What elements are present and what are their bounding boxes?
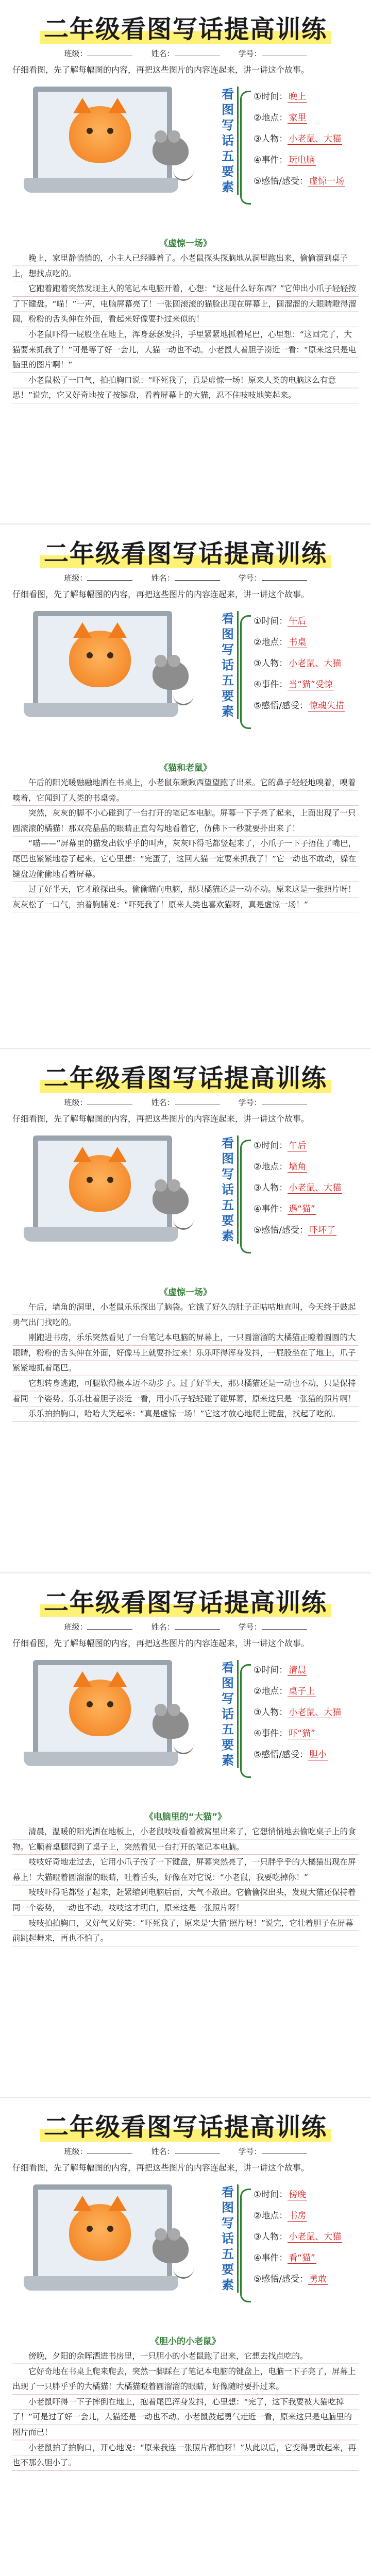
story-paragraph: 午后的阳光暖融融地洒在书桌上，小老鼠东瞅瞅西望望跑了出来。它的鼻子轻轻地嗅着，嗅着嗅着，它闻到了人类的书桌旁。	[12, 778, 356, 803]
info-label: 班级：	[64, 1098, 88, 1107]
brace-connector	[240, 615, 251, 729]
element-key: ①时间：	[254, 1665, 288, 1675]
worksheet	[0, 1049, 371, 1573]
cat-face-icon	[69, 1155, 131, 1212]
element-answer: 吓“猫”	[289, 1728, 315, 1739]
element-row	[254, 1660, 371, 1681]
worksheet-title	[12, 534, 359, 569]
story-paragraph: 它好奇地在书桌上爬来爬去，突然一脚踩在了笔记本电脑的键盘上，电脑一下子亮了，屏幕上出现了一只胖乎乎的大橘猫！大橘猫瞪着圆溜溜的眼睛，好像随时要扑过来。	[12, 2366, 356, 2392]
instruction-text: 仔细看图，先了解每幅图的内容，再把这些图片的内容连起来，讲一讲这个故事。	[12, 589, 310, 599]
info-field-class	[64, 572, 132, 583]
laptop-screen	[33, 1136, 172, 1233]
element-key: ④事件：	[254, 1204, 288, 1214]
laptop-keyboard	[24, 178, 178, 193]
scene-area	[12, 1654, 359, 1808]
mouse-ear	[155, 1704, 167, 1716]
mouse-ear	[168, 655, 180, 667]
story-body	[12, 2349, 359, 2471]
five-elements-list	[254, 611, 371, 717]
element-key: ③人物：	[254, 1183, 288, 1193]
cat-laptop-mouse-illustration	[24, 2184, 194, 2316]
mouse-icon	[153, 2233, 189, 2263]
info-blank-line	[262, 580, 307, 581]
worksheet-title	[12, 1583, 359, 1618]
worksheet-title-text: 二年级看图写话提高训练	[40, 2113, 331, 2142]
info-field-name	[151, 1097, 220, 1108]
info-field-name	[151, 572, 220, 583]
cat-ear	[73, 622, 92, 638]
element-answer: 勇敢	[309, 2274, 327, 2284]
element-key: ①时间：	[254, 2190, 288, 2200]
element-key: ②地点：	[254, 2211, 288, 2221]
element-answer: 清晨	[289, 1665, 307, 1675]
element-answer: 看“猫”	[289, 2253, 315, 2263]
story-paragraph: 小老鼠吓得一下子摔倒在地上，抱着尾巴浑身发抖，心里想：“完了，这下我要被大猫吃掉了！”可是过了好一会儿，大猫还是一动也不动。小老鼠鼓起勇气走近一看，原来这只是电脑里的图片而已！	[12, 2397, 352, 2437]
story-paragraph: 它跑着跑着突然发现主人的笔记本电脑开着，心想：“这是什么好东西？”它伸出小爪子轻轻按了下键盘。“喵！”一声，电脑屏幕亮了！一张圆滚滚的猫脸出现在屏幕上，圆溜溜的大眼睛瞪得溜圆，粉粉的舌头伸在外面，看起来好像要扑过来似的！	[12, 284, 357, 324]
worksheet-title	[12, 9, 359, 45]
cat-ear	[108, 622, 127, 638]
mouse-ear	[155, 1179, 167, 1192]
info-field-id	[239, 1621, 307, 1632]
mouse-tail	[173, 2262, 194, 2279]
story-paragraph: 午后，墙角的洞里，小老鼠乐乐探出了脑袋。它饿了好久的肚子正咕咕地直叫，今天终于鼓起勇气出门找吃的。	[12, 1302, 356, 1327]
story-title: 《电脑里的“大猫”》	[144, 1812, 227, 1822]
element-answer: 小老鼠、大猫	[289, 2232, 342, 2242]
info-blank-line	[87, 580, 132, 581]
cat-eye	[87, 2226, 93, 2232]
element-key: ③人物：	[254, 2232, 288, 2242]
worksheet-title-text: 二年级看图写话提高训练	[40, 1064, 331, 1093]
five-elements-label: 看图写话五要素	[218, 2184, 239, 2293]
element-row	[254, 1723, 371, 1744]
cat-laptop-mouse-illustration	[24, 1660, 194, 1791]
worksheet	[0, 0, 371, 524]
story-paragraph: 傍晚，夕阳的余晖洒进书房里，一只胆小的小老鼠跑了出来，它想去找点吃的。	[28, 2351, 308, 2361]
element-key: ⑤感悟/感受：	[254, 701, 308, 711]
mouse-icon	[153, 1184, 189, 1214]
element-row	[254, 2248, 371, 2269]
element-answer: 小老鼠、大猫	[289, 658, 342, 669]
cat-ear	[108, 2196, 127, 2211]
laptop-keyboard	[24, 2276, 178, 2291]
element-row	[254, 2269, 371, 2290]
element-answer: 家里	[289, 113, 307, 123]
five-elements-label: 看图写话五要素	[218, 611, 239, 719]
info-field-name	[151, 48, 220, 59]
element-row	[254, 674, 371, 696]
cat-face-icon	[69, 1680, 131, 1736]
mouse-tail	[173, 1737, 194, 1754]
cat-eye	[87, 128, 93, 134]
element-answer: 午后	[289, 1141, 307, 1151]
element-key: ②地点：	[254, 1162, 288, 1172]
story-paragraph: 晚上，家里静悄悄的，小主人已经睡着了。小老鼠探头探脑地从洞里跑出来，偷偷溜到桌子上，想找点吃的。	[12, 253, 348, 278]
info-label: 学号：	[238, 49, 262, 58]
info-label: 姓名：	[151, 1622, 175, 1632]
mouse-ear	[155, 2228, 167, 2241]
cat-eye	[107, 128, 113, 134]
element-key: ②地点：	[254, 637, 288, 648]
element-row	[254, 611, 371, 632]
story-title: 《虚惊一场》	[159, 239, 212, 249]
story-paragraph: 刚跑进书房，乐乐突然看见了一台笔记本电脑的屏幕上，一只圆溜溜的大橘猫正瞪着圆圆的大眼睛，粉粉的舌头伸在外面，好像马上就要扑过来！乐乐吓得浑身发抖，一屁股坐在了地上，爪子紧紧地抓着尾巴。	[12, 1333, 356, 1373]
mouse-tail	[173, 688, 194, 705]
element-row	[254, 1136, 371, 1157]
info-label: 姓名：	[151, 1098, 175, 1107]
cat-ear	[73, 2196, 92, 2211]
info-field-id	[239, 1097, 307, 1108]
story-body	[12, 775, 359, 912]
mouse-tail	[173, 164, 194, 181]
five-elements-label: 看图写话五要素	[218, 1660, 239, 1768]
element-answer: 虚惊一场	[309, 176, 344, 187]
element-answer: 午后	[289, 616, 307, 626]
element-answer: 遇“猫”	[289, 1204, 315, 1214]
element-row	[254, 2227, 371, 2248]
scene-area	[12, 1129, 359, 1284]
info-label: 班级：	[64, 1622, 88, 1632]
student-info-row	[12, 1097, 359, 1108]
mouse-icon	[153, 135, 189, 165]
student-info-row	[12, 572, 359, 583]
info-field-id	[239, 572, 307, 583]
element-key: ④事件：	[254, 1728, 288, 1739]
cat-eye	[107, 652, 113, 658]
scene-area	[12, 2178, 359, 2333]
scene-area	[12, 80, 359, 235]
cat-ear	[108, 1671, 127, 1687]
worksheet	[0, 524, 371, 1049]
worksheet-title-text: 二年级看图写话提高训练	[40, 1588, 331, 1617]
info-field-name	[151, 2146, 220, 2157]
story-title: 《胆小的小老鼠》	[150, 2336, 221, 2347]
story-paragraph: 小老鼠拍了拍胸口，开心地说：“原来我连一张照片都怕呀！”从此以后，它变得勇敢起来，再也不那么胆小了。	[12, 2443, 357, 2468]
story-paragraph: “喵——”屏幕里的猫发出软乎乎的叫声，灰灰吓得毛都竖起来了，小爪子一下子捂住了嘴巴，尾巴也紧紧地卷了起来。它心里想：“完蛋了，这回大猫一定要来抓我了！”它一动也不敢动，躲在键盘边偷偷地看着屏幕。	[12, 839, 357, 879]
element-row	[254, 1744, 371, 1766]
element-answer: 小老鼠、大猫	[289, 1707, 342, 1718]
cat-eye	[107, 1701, 113, 1707]
info-field-class	[64, 1097, 132, 1108]
laptop-screen	[33, 2184, 172, 2282]
worksheet-title	[12, 1058, 359, 1094]
info-label: 学号：	[238, 1098, 262, 1107]
info-blank-line	[175, 580, 220, 581]
story-paragraph: 它想转身逃跑，可腿软得根本迈不动步子。过了好半天，那只橘猫还是一动也不动，只是保持着同一个姿势。乐乐壮着胆子凑近一看，用小爪子轻轻碰了碰屏幕，原来这只是一张猫的照片啊！	[12, 1378, 356, 1403]
five-elements-list	[254, 2184, 371, 2290]
brace-connector	[240, 91, 251, 205]
mouse-ear	[155, 655, 167, 667]
element-key: ①时间：	[254, 92, 288, 102]
story-title: 《虚惊一场》	[159, 1287, 212, 1298]
story-paragraph: 吱吱吓得毛都竖了起来，赶紧缩到电脑后面，大气不敢出。它偷偷探出头，发现大猫还保持着同一个姿势，一动也不动。吱吱这才明白，原来这是一张照片呀！	[12, 1888, 356, 1912]
cat-face-icon	[69, 631, 131, 687]
instruction-text: 仔细看图，先了解每幅图的内容，再把这些图片的内容连起来，讲一讲这个故事。	[12, 65, 310, 75]
mouse-tail	[173, 1213, 194, 1230]
element-answer: 小老鼠、大猫	[289, 1183, 342, 1193]
instruction-text: 仔细看图，先了解每幅图的内容，再把这些图片的内容连起来，讲一讲这个故事。	[12, 1114, 310, 1124]
element-row	[254, 1702, 371, 1723]
cat-ear	[108, 98, 127, 113]
laptop-screen	[33, 87, 172, 184]
info-label: 姓名：	[151, 2147, 175, 2156]
element-row	[254, 653, 371, 674]
mouse-ear	[168, 1704, 180, 1716]
story-paragraph: 吱吱拍拍胸口，又好气又好笑：“吓死我了，原来是‘大猫’照片呀！”说完，它壮着胆子在屏幕前跳起舞来，再也不怕了。	[12, 1918, 353, 1943]
mouse-icon	[153, 660, 189, 690]
info-blank-line	[262, 1629, 307, 1630]
element-row	[254, 1178, 371, 1199]
cat-eye	[107, 1177, 113, 1183]
story-paragraph: 突然，灰灰的脚不小心碰到了一台打开的笔记本电脑。屏幕一下子亮了起来，上面出现了一只圆滚滚的橘猫！那双亮晶晶的眼睛正直勾勾地看着它，仿佛下一秒就要扑出来了！	[12, 808, 356, 833]
element-key: ⑤感悟/感受：	[254, 176, 308, 187]
info-label: 班级：	[64, 573, 88, 583]
info-blank-line	[175, 1629, 220, 1630]
element-key: ⑤感悟/感受：	[254, 1750, 308, 1760]
mouse-icon	[153, 1709, 189, 1739]
story-paragraph: 小老鼠吓得一屁股坐在地上，浑身瑟瑟发抖，手里紧紧地抓着尾巴，心里想：“这回完了，大猫要来抓我了！”可是等了好一会儿，大猫一动也不动。小老鼠大着胆子凑近一看：“原来这只是电脑里的图片啊！”	[12, 329, 357, 370]
story-paragraph: 吱吱好奇地走过去，它用小爪子按了一下键盘，屏幕突然亮了，一只胖乎乎的大橘猫出现在屏幕上！大猫瞪着圆溜溜的眼睛，吐着舌头，好像在对它说：“小老鼠，我要吃掉你！”	[12, 1857, 356, 1882]
cat-ear	[73, 98, 92, 113]
cat-eye	[87, 1701, 93, 1707]
cat-eye	[87, 652, 93, 658]
element-answer: 小老鼠、大猫	[289, 134, 342, 144]
element-key: ③人物：	[254, 658, 288, 669]
laptop-keyboard	[24, 1227, 178, 1242]
info-field-class	[64, 48, 132, 59]
cat-ear	[73, 1147, 92, 1162]
cat-laptop-mouse-illustration	[24, 87, 194, 218]
story-paragraph: 过了好半天，它才敢探出头。偷偷瞄向电脑，那只橘猫还是一动不动。原来这是一张照片呀！灰灰松了一口气，拍着胸脯说：“吓死我了！原来人类也喜欢猫呀，真是虚惊一场！”	[12, 885, 356, 909]
student-info-row	[12, 48, 359, 59]
element-row	[254, 129, 371, 150]
element-row	[254, 2184, 371, 2206]
five-elements-label: 看图写话五要素	[218, 1136, 239, 1244]
element-answer: 墙角	[289, 1162, 307, 1172]
laptop-screen	[33, 611, 172, 709]
story-body	[12, 1824, 359, 1946]
mouse-ear	[168, 1179, 180, 1192]
story-body	[12, 1300, 359, 1422]
element-row	[254, 87, 371, 108]
element-answer: 晚上	[289, 92, 307, 102]
student-info-row	[12, 2146, 359, 2157]
element-answer: 惊魂失措	[309, 701, 344, 711]
cat-ear	[108, 1147, 127, 1162]
element-key: ④事件：	[254, 2253, 288, 2263]
element-key: ①时间：	[254, 1141, 288, 1151]
story-paragraph: 小老鼠松了一口气，拍拍胸口说：“吓死我了，真是虚惊一场！原来人类的电脑这么有意思！”说完，它又好奇地按了按键盘，看着屏幕上的大猫，忍不住吱吱地笑起来。	[12, 375, 336, 400]
element-answer: 玩电脑	[289, 155, 315, 165]
laptop-keyboard	[24, 1752, 178, 1766]
worksheet	[0, 1573, 371, 2098]
story-paragraph: 清晨，温暖的阳光洒在地板上，小老鼠吱吱看着被窝里出来了，它想悄悄地去偷吃桌子上的食物。它顺着桌腿爬到了桌子上，突然看见一台打开的笔记本电脑。	[12, 1827, 356, 1852]
element-key: ⑤感悟/感受：	[254, 1225, 308, 1235]
cat-laptop-mouse-illustration	[24, 1136, 194, 1267]
info-label: 姓名：	[151, 573, 175, 583]
five-elements-label: 看图写话五要素	[218, 87, 239, 195]
cat-face-icon	[69, 106, 131, 163]
element-answer: 桌子上	[289, 1686, 315, 1697]
element-key: ④事件：	[254, 680, 288, 690]
info-label: 班级：	[64, 2147, 88, 2156]
info-field-class	[64, 2146, 132, 2157]
info-blank-line	[87, 1629, 132, 1630]
element-row	[254, 108, 371, 129]
brace-connector	[240, 1140, 251, 1253]
cat-eye	[107, 2226, 113, 2232]
element-key: ④事件：	[254, 155, 288, 165]
info-field-class	[64, 1621, 132, 1632]
info-label: 姓名：	[151, 49, 175, 58]
element-row	[254, 1199, 371, 1220]
cat-ear	[73, 1671, 92, 1687]
element-row	[254, 171, 371, 192]
info-label: 班级：	[64, 49, 88, 58]
element-key: ②地点：	[254, 1686, 288, 1697]
info-field-id	[239, 48, 307, 59]
element-answer: 当“猫”受惊	[289, 680, 333, 690]
laptop-screen	[33, 1660, 172, 1758]
element-key: ③人物：	[254, 134, 288, 144]
mouse-ear	[155, 130, 167, 143]
worksheet-title-text: 二年级看图写话提高训练	[40, 15, 331, 44]
element-key: ①时间：	[254, 616, 288, 626]
instruction-text: 仔细看图，先了解每幅图的内容，再把这些图片的内容连起来，讲一讲这个故事。	[12, 2163, 310, 2173]
five-elements-list	[254, 1660, 371, 1766]
story-body	[12, 251, 359, 403]
story-paragraph: 乐乐拍拍胸口，哈哈大笑起来：“真是虚惊一场！”它这才放心地爬上键盘，找起了吃的。	[28, 1409, 341, 1419]
laptop-keyboard	[24, 703, 178, 717]
worksheet	[0, 2098, 371, 2576]
five-elements-list	[254, 1136, 371, 1241]
brace-connector	[240, 1664, 251, 1778]
brace-connector	[240, 2189, 251, 2302]
element-row	[254, 1681, 371, 1702]
element-row	[254, 1157, 371, 1178]
element-answer: 书桌	[289, 637, 307, 648]
element-row	[254, 2206, 371, 2227]
element-row	[254, 696, 371, 717]
cat-face-icon	[69, 2204, 131, 2261]
element-key: ③人物：	[254, 1707, 288, 1718]
story-title: 《猫和老鼠》	[159, 763, 212, 773]
cat-laptop-mouse-illustration	[24, 611, 194, 742]
instruction-text: 仔细看图，先了解每幅图的内容，再把这些图片的内容连起来，讲一讲这个故事。	[12, 1638, 310, 1648]
five-elements-list	[254, 87, 371, 192]
element-answer: 胆小	[309, 1750, 327, 1760]
scene-area	[12, 605, 359, 759]
element-row	[254, 632, 371, 653]
info-label: 学号：	[238, 2147, 262, 2156]
student-info-row	[12, 1621, 359, 1632]
element-answer: 吓坏了	[309, 1225, 335, 1235]
element-answer: 书房	[289, 2211, 307, 2221]
worksheet-title-text: 二年级看图写话提高训练	[40, 539, 331, 568]
info-label: 学号：	[238, 1622, 262, 1632]
info-field-name	[151, 1621, 220, 1632]
element-key: ②地点：	[254, 113, 288, 123]
info-field-id	[239, 2146, 307, 2157]
element-row	[254, 1220, 371, 1241]
info-label: 学号：	[238, 573, 262, 583]
mouse-ear	[168, 2228, 180, 2241]
mouse-ear	[168, 130, 180, 143]
worksheet-title	[12, 2107, 359, 2143]
element-answer: 傍晚	[289, 2190, 307, 2200]
element-row	[254, 150, 371, 171]
element-key: ⑤感悟/感受：	[254, 2274, 308, 2284]
cat-eye	[87, 1177, 93, 1183]
